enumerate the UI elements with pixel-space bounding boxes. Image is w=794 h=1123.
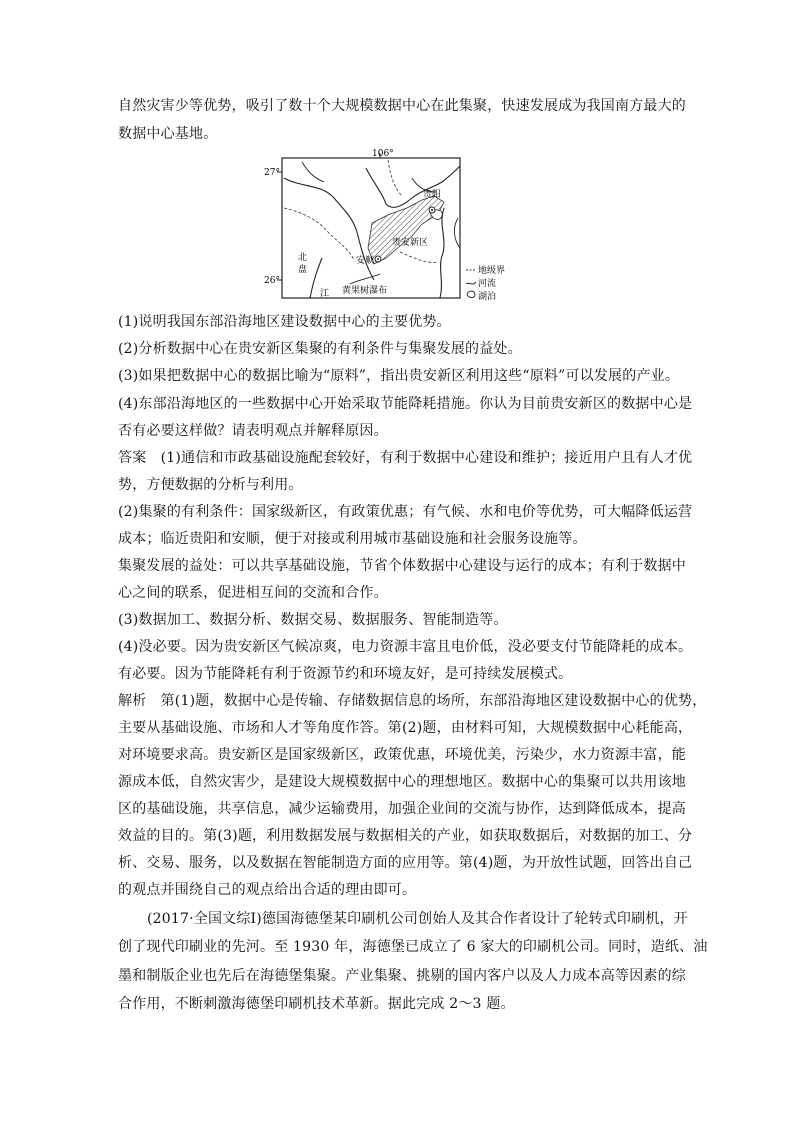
analysis-line-8: 的观点并围绕自己的观点给出合适的理由即可。 [118, 882, 417, 898]
guian-map-figure [262, 148, 534, 304]
question-1: (1)说明我国东部沿海地区建设数据中心的主要优势。 [118, 314, 451, 330]
intro-line-2: 数据中心基地。 [118, 126, 218, 142]
answer-line-7: (3)数据加工、数据分析、数据交易、数据服务、智能制造等。 [118, 612, 508, 628]
answer-line-8: (4)没必要。因为贵安新区气候凉爽，电力资源丰富且电价低，没必要支付节能降耗的成本。 [118, 639, 693, 655]
map-label-anshun: 安顺 [356, 256, 375, 266]
question-3: (3)如果把数据中心的数据比喻为“原料”，指出贵安新区利用这些“原料”可以发展的产业。 [118, 368, 680, 384]
question-4: (4)东部沿海地区的一些数据中心开始采取节能降耗措施。你认为目前贵安新区的数据中心是 [118, 396, 693, 412]
material-line-3: 墨和制版企业也先后在海德堡集聚。产业集聚、挑剔的国内客户以及人力成本高等因素的综 [118, 968, 686, 984]
answer-line-5: 集聚发展的益处：可以共享基础设施，节省个体数据中心建设与运行的成本；有利于数据中 [118, 558, 686, 574]
legend-river: 河流 [478, 279, 497, 289]
material-line-2: 创了现代印刷业的先河。至 1930 年，海德堡已成立了 6 家大的印刷机公司。同时，造纸、油 [118, 939, 708, 955]
legend-boundary: 地级界 [478, 266, 506, 276]
question-4-cont: 否有必要这样做？请表明观点并解释原因。 [118, 423, 388, 439]
question-2: (2)分析数据中心在贵安新区集聚的有利条件与集聚发展的益处。 [118, 341, 522, 357]
material-line-1: (2017·全国文综Ⅰ)德国海德堡某印刷机公司创始人及其合作者设计了轮转式印刷机，开 [147, 911, 688, 927]
map-lon-label: 106° [372, 149, 394, 159]
analysis-line-3: 对环境要求高。贵安新区是国家级新区，政策优惠，环境优美，污染少，水力资源丰富，能 [118, 747, 686, 763]
answer-line-3: (2)集聚的有利条件：国家级新区，有政策优惠；有气候、水和电价等优势，可大幅降低运营 [118, 504, 693, 520]
guianxinqu-hatched-area [368, 196, 444, 264]
answer-line-1: 答案 (1)通信和市政基础设施配套较好，有利于数据中心建设和维护；接近用户且有人才优 [118, 450, 693, 466]
answer-line-4: 成本；临近贵阳和安顺，便于对接或利用城市基础设施和社会服务设施等。 [118, 531, 587, 547]
analysis-line-5: 区的基础设施，共享信息，减少运输费用，加强企业间的交流与协作，达到降低成本，提高 [118, 801, 686, 817]
legend-lake: 湖泊 [478, 292, 497, 302]
map-label-bei: 北 [298, 253, 308, 263]
map-label-jiang: 江 [320, 289, 330, 299]
analysis-line-2: 主要从基础设施、市场和人才等角度作答。第(2)题，由材料可知，大规模数据中心耗能高， [118, 720, 693, 736]
map-lat-top: 27° [264, 168, 280, 178]
answer-line-9: 有必要。因为节能降耗有利于资源节约和环境友好，是可持续发展模式。 [118, 666, 573, 682]
answer-line-6: 心之间的联系，促进相互间的交流和合作。 [118, 585, 388, 601]
intro-line-1: 自然灾害少等优势，吸引了数十个大规模数据中心在此集聚，快速发展成为我国南方最大的 [118, 98, 686, 114]
map-label-guianxinqu: 贵安新区 [392, 238, 429, 248]
map-label-guiyang: 贵阳 [423, 190, 442, 200]
analysis-line-1: 解析 第(1)题，数据中心是传输、存储数据信息的场所，东部沿海地区建设数据中心的优势， [118, 693, 707, 709]
material-line-4: 合作用，不断刺激海德堡印刷机技术革新。据此完成 2～3 题。 [118, 996, 515, 1012]
analysis-line-4: 源成本低，自然灾害少，是建设大规模数据中心的理想地区。数据中心的集聚可以共用该地 [118, 774, 686, 790]
analysis-line-7: 析、交易、服务，以及数据在智能制造方面的应用等。第(4)题，为开放性试题，回答出自己 [118, 855, 693, 871]
map-label-pan: 盘 [298, 265, 308, 275]
analysis-line-6: 效益的目的。第(3)题，利用数据发展与数据相关的产业，如获取数据后，对数据的加工、分 [118, 828, 693, 844]
map-label-huangguoshu: 黄果树瀑布 [342, 286, 388, 296]
map-lat-bottom: 26° [264, 276, 280, 286]
answer-line-2: 势，方便数据的分析与利用。 [118, 477, 303, 493]
